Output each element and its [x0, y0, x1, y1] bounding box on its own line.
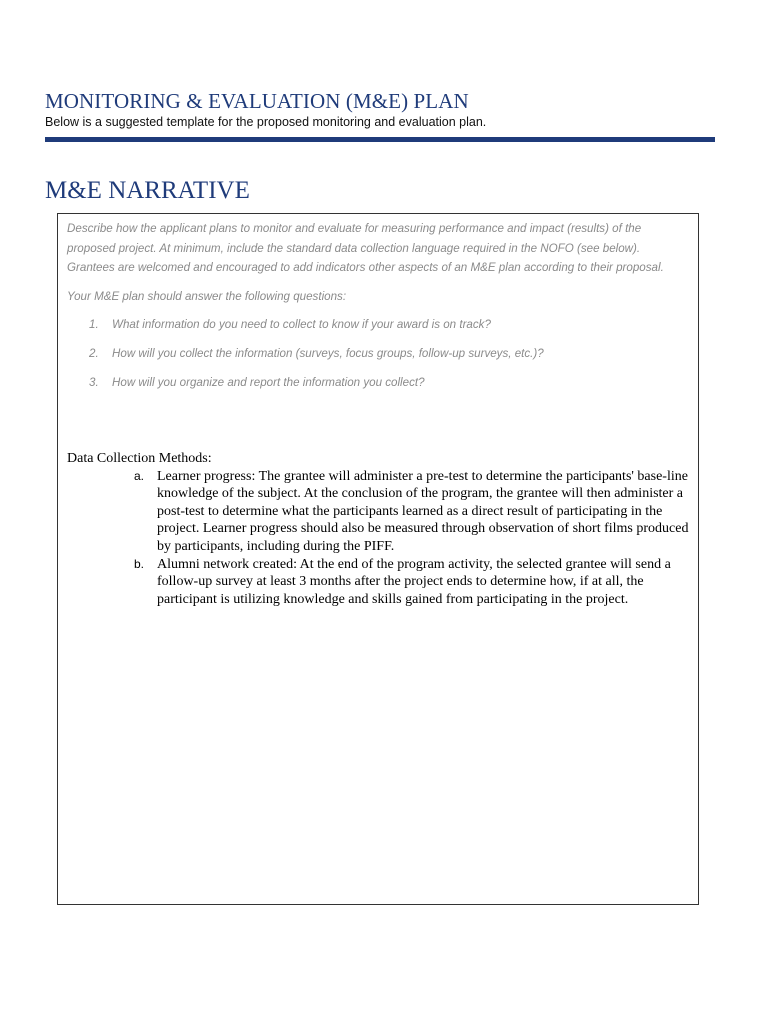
section-title: M&E NARRATIVE — [45, 177, 250, 204]
question-number: 3. — [89, 376, 99, 389]
questions-intro: Your M&E plan should answer the following questions: — [67, 289, 347, 303]
item-text: Learner progress: The grantee will administer a pre-test to determine the participants' base-line knowledge of the subject. At the conclusion of the program, the grantee will then administer a post-test to determine what the participants learned as a direct result of participating in the project. Learner progress should also be measured through observation of short films produced by participants, including during the PIFF. — [157, 468, 689, 554]
question-item — [67, 344, 689, 364]
question-number: 1. — [89, 318, 99, 331]
question-number: 2. — [89, 347, 99, 360]
item-text: Alumni network created: At the end of the program activity, the selected grantee will send a follow-up survey at least 3 months after the project ends to determine how, if at all, the participant is utilizing knowledge and skills gained from participating in the project. — [157, 556, 671, 607]
question-text: How will you collect the information (surveys, focus groups, follow-up surveys, etc.)? — [112, 347, 544, 360]
data-collection-item — [67, 556, 697, 609]
question-text: How will you organize and report the information you collect? — [112, 376, 425, 389]
question-item — [67, 373, 689, 393]
item-letter: b. — [134, 556, 145, 571]
item-letter: a. — [134, 468, 145, 483]
guidance-paragraph: Describe how the applicant plans to monitor and evaluate for measuring performance and impact (results) of the proposed project. At minimum, include the standard data collection language required in the NOFO (see below). Grantees are welcomed and encouraged to add indicators other aspects of an M&E plan according to their proposal. — [67, 222, 664, 274]
page-title: MONITORING & EVALUATION (M&E) PLAN — [45, 89, 469, 113]
question-item — [67, 315, 689, 335]
header-divider — [45, 137, 715, 142]
data-collection-list — [67, 468, 697, 609]
questions-list — [67, 315, 689, 393]
data-collection-section — [67, 450, 697, 608]
guidance-text — [67, 219, 689, 402]
narrative-text-box[interactable] — [57, 213, 699, 905]
question-text: What information do you need to collect to know if your award is on track? — [112, 318, 491, 331]
page-subtitle: Below is a suggested template for the proposed monitoring and evaluation plan. — [45, 115, 487, 129]
data-collection-item — [67, 468, 697, 556]
data-collection-heading: Data Collection Methods: — [67, 451, 212, 466]
